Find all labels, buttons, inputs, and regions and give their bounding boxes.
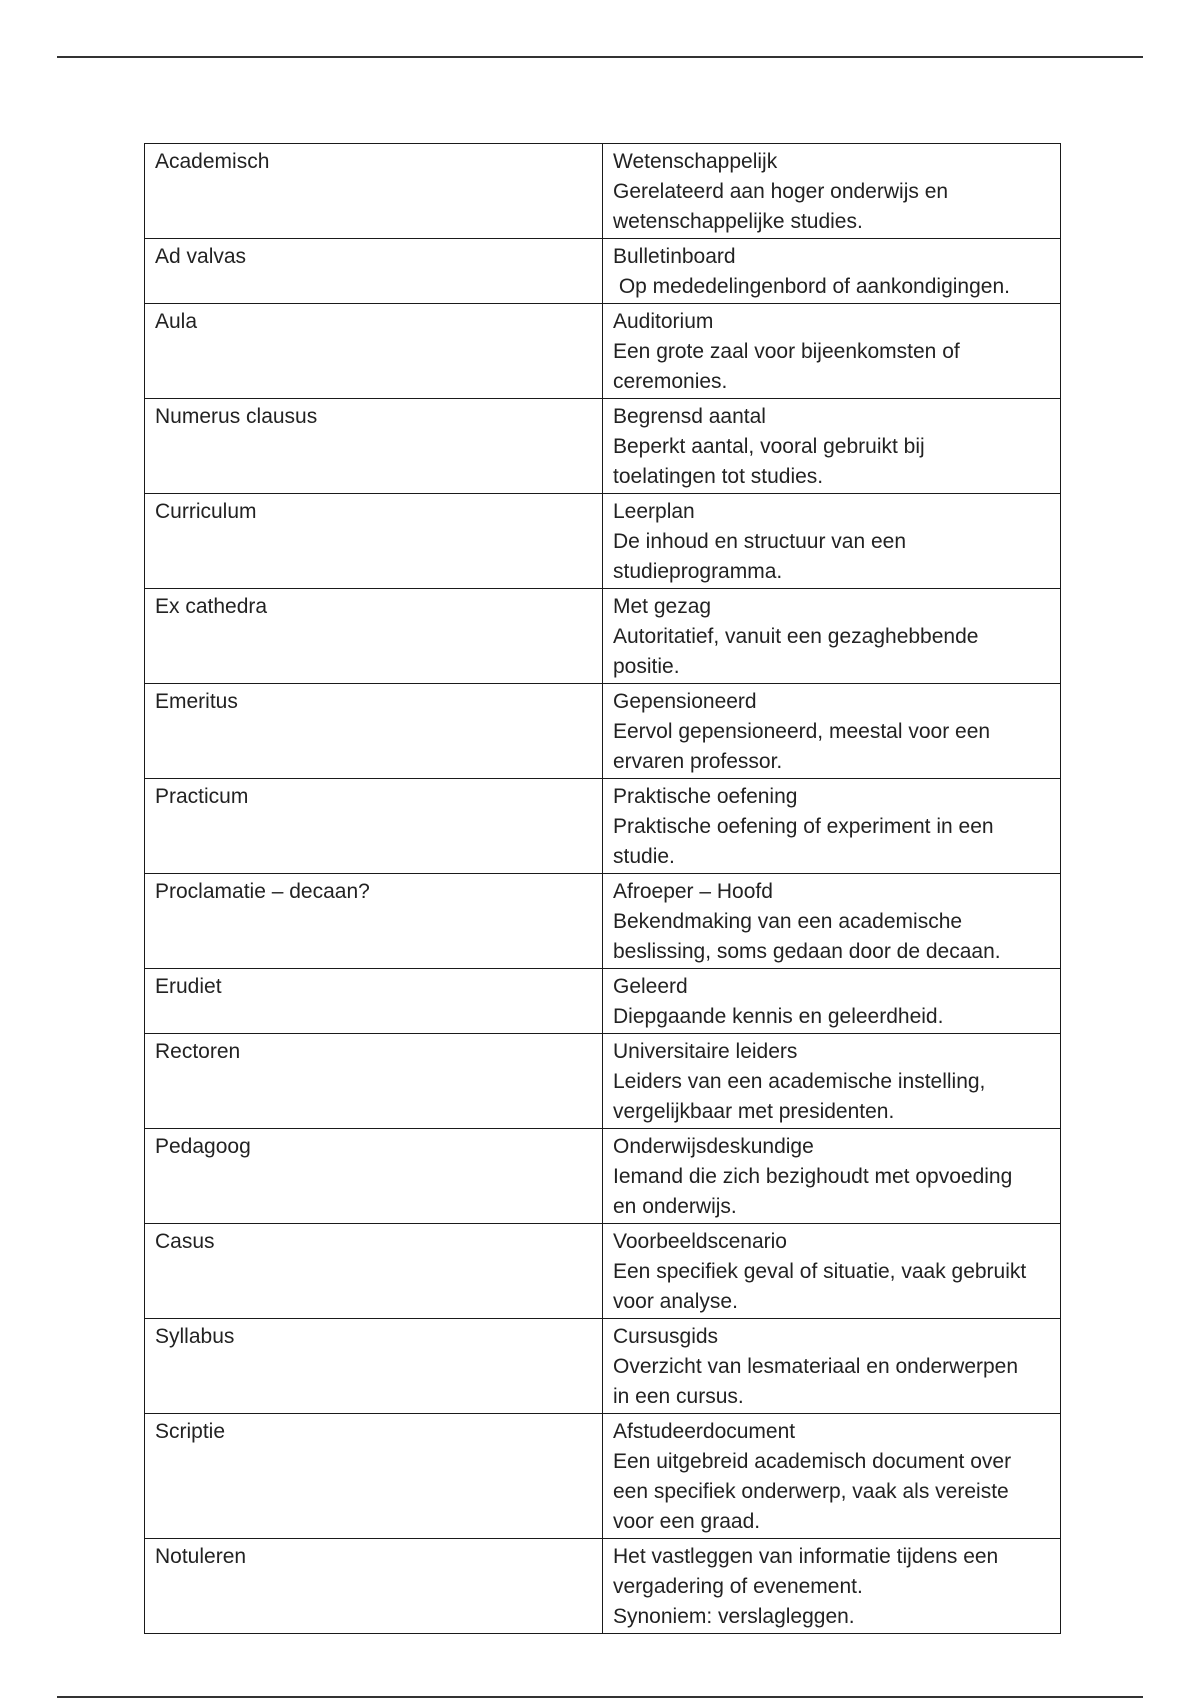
meaning-cell: [603, 1539, 1061, 1634]
meaning-line: Diepgaande kennis en geleerdheid.: [613, 1005, 944, 1028]
meaning-cell: [603, 969, 1061, 1034]
meaning-line: Praktische oefening: [613, 785, 798, 808]
term-cell: Pedagoog: [145, 1129, 603, 1224]
table-row: [145, 969, 1061, 1034]
meaning-cell: [603, 1034, 1061, 1129]
meaning-line: Gerelateerd aan hoger onderwijs en: [613, 180, 949, 203]
meaning-line: Een grote zaal voor bijeenkomsten of: [613, 340, 960, 363]
meaning-line: Voorbeeldscenario: [613, 1230, 787, 1253]
table-row: [145, 1414, 1061, 1539]
meaning-line: Praktische oefening of experiment in een: [613, 815, 994, 838]
meaning-line: Geleerd: [613, 975, 688, 998]
table-row: [145, 874, 1061, 969]
term-cell: Scriptie: [145, 1414, 603, 1539]
meaning-line: Met gezag: [613, 595, 712, 618]
meaning-cell: [603, 304, 1061, 399]
meaning-cell: [603, 874, 1061, 969]
term-cell: Practicum: [145, 779, 603, 874]
meaning-line: Iemand die zich bezighoudt met opvoeding: [613, 1165, 1013, 1188]
table-row: [145, 1539, 1061, 1634]
term-cell: Emeritus: [145, 684, 603, 779]
meaning-line: beslissing, soms gedaan door de decaan.: [613, 940, 1001, 963]
meaning-line: en onderwijs.: [613, 1195, 737, 1218]
table-row: [145, 589, 1061, 684]
table-row: [145, 144, 1061, 239]
meaning-line: toelatingen tot studies.: [613, 465, 824, 488]
table-row: [145, 399, 1061, 494]
meaning-line: in een cursus.: [613, 1385, 744, 1408]
meaning-line: ervaren professor.: [613, 750, 783, 773]
table-row: [145, 304, 1061, 399]
meaning-line: Onderwijsdeskundige: [613, 1135, 814, 1158]
meaning-cell: [603, 589, 1061, 684]
meaning-line: Een specifiek geval of situatie, vaak gebruikt: [613, 1260, 1027, 1283]
meaning-line: Cursusgids: [613, 1325, 719, 1348]
table-row: [145, 684, 1061, 779]
meaning-line: Leerplan: [613, 500, 695, 523]
meaning-line: Synoniem: verslagleggen.: [613, 1605, 855, 1628]
meaning-line: Afstudeerdocument: [613, 1420, 796, 1443]
meaning-line: Bekendmaking van een academische: [613, 910, 963, 933]
meaning-line: Eervol gepensioneerd, meestal voor een: [613, 720, 991, 743]
meaning-line: voor analyse.: [613, 1290, 738, 1313]
meaning-line: De inhoud en structuur van een: [613, 530, 907, 553]
table-row: [145, 239, 1061, 304]
meaning-cell: [603, 1129, 1061, 1224]
meaning-cell: [603, 1224, 1061, 1319]
meaning-line: Overzicht van lesmateriaal en onderwerpen: [613, 1355, 1019, 1378]
meaning-cell: [603, 779, 1061, 874]
table-row: [145, 494, 1061, 589]
meaning-cell: [603, 1414, 1061, 1539]
term-cell: Erudiet: [145, 969, 603, 1034]
meaning-line: Het vastleggen van informatie tijdens een: [613, 1545, 999, 1568]
meaning-line: studie.: [613, 845, 675, 868]
meaning-cell: [603, 684, 1061, 779]
term-cell: Casus: [145, 1224, 603, 1319]
meaning-line: vergadering of evenement.: [613, 1575, 863, 1598]
meaning-line: een specifiek onderwerp, vaak als vereiste: [613, 1480, 1009, 1503]
meaning-line: voor een graad.: [613, 1510, 761, 1533]
term-cell: Rectoren: [145, 1034, 603, 1129]
vocabulary-table-body: [145, 144, 1061, 1634]
meaning-line: vergelijkbaar met presidenten.: [613, 1100, 895, 1123]
meaning-line: Auditorium: [613, 310, 714, 333]
term-cell: Syllabus: [145, 1319, 603, 1414]
term-cell: Curriculum: [145, 494, 603, 589]
meaning-cell: [603, 399, 1061, 494]
table-row: [145, 779, 1061, 874]
meaning-cell: [603, 494, 1061, 589]
meaning-line: Universitaire leiders: [613, 1040, 798, 1063]
meaning-line: Begrensd aantal: [613, 405, 766, 428]
meaning-line: Autoritatief, vanuit een gezaghebbende: [613, 625, 979, 648]
vocabulary-table: [144, 143, 1061, 1634]
meaning-line: ceremonies.: [613, 370, 728, 393]
meaning-line: Een uitgebreid academisch document over: [613, 1450, 1012, 1473]
footer-rule: [57, 1696, 1143, 1698]
header-rule: [57, 56, 1143, 58]
meaning-cell: [603, 239, 1061, 304]
meaning-line: studieprogramma.: [613, 560, 783, 583]
term-cell: Ex cathedra: [145, 589, 603, 684]
meaning-line: Op mededelingenbord of aankondigingen.: [613, 275, 1010, 298]
meaning-line: Bulletinboard: [613, 245, 736, 268]
term-cell: Proclamatie – decaan?: [145, 874, 603, 969]
meaning-cell: [603, 1319, 1061, 1414]
meaning-line: Afroeper – Hoofd: [613, 880, 773, 903]
meaning-cell: [603, 144, 1061, 239]
meaning-line: positie.: [613, 655, 680, 678]
term-cell: Ad valvas: [145, 239, 603, 304]
meaning-line: Wetenschappelijk: [613, 150, 778, 173]
table-row: [145, 1319, 1061, 1414]
meaning-line: wetenschappelijke studies.: [613, 210, 863, 233]
meaning-line: Beperkt aantal, vooral gebruikt bij: [613, 435, 925, 458]
table-row: [145, 1034, 1061, 1129]
meaning-line: Gepensioneerd: [613, 690, 757, 713]
term-cell: Numerus clausus: [145, 399, 603, 494]
term-cell: Aula: [145, 304, 603, 399]
table-row: [145, 1224, 1061, 1319]
table-row: [145, 1129, 1061, 1224]
meaning-line: Leiders van een academische instelling,: [613, 1070, 986, 1093]
term-cell: Academisch: [145, 144, 603, 239]
term-cell: Notuleren: [145, 1539, 603, 1634]
